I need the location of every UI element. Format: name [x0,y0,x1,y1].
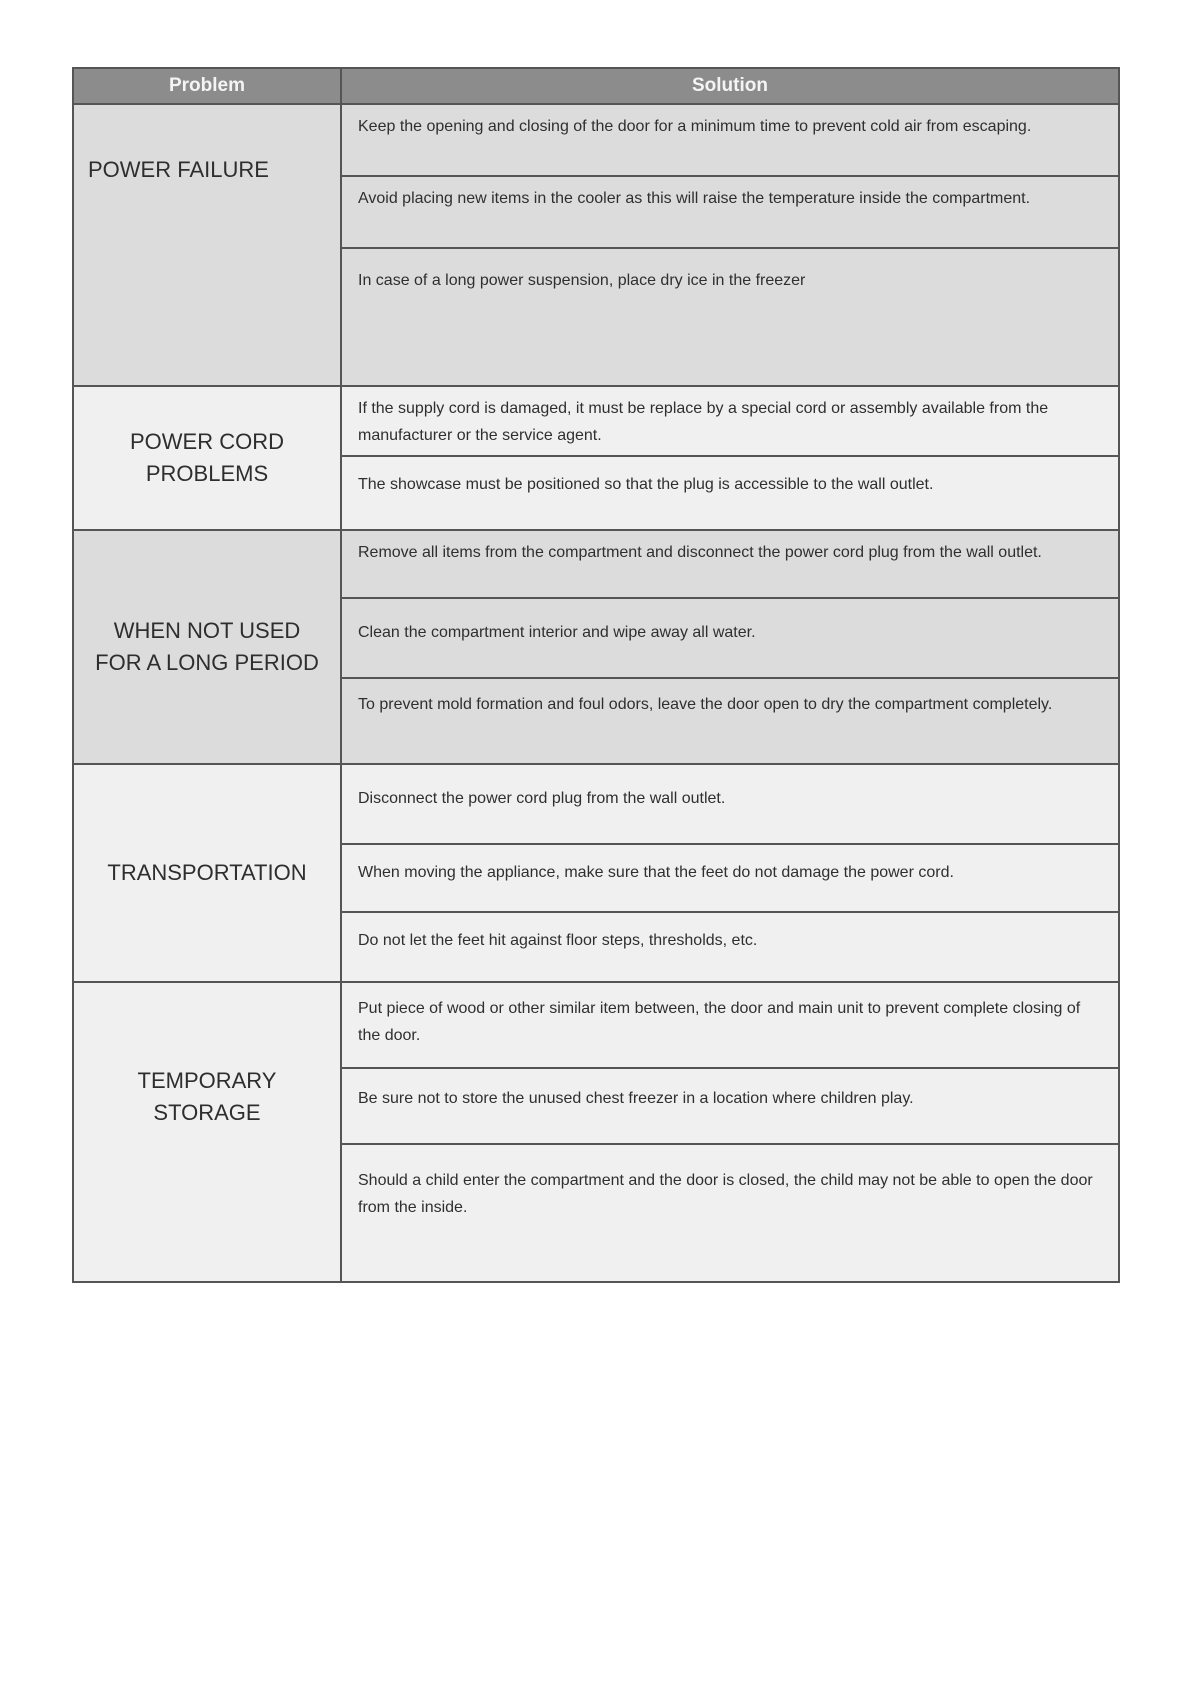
problem-cell-temporary-storage [73,982,341,1282]
problem-label: WHEN NOT USED FOR A LONG PERIOD [95,618,319,675]
solution-cell: Disconnect the power cord plug from the wall outlet. [341,764,1119,844]
table-header-row [73,68,1119,104]
problem-cell-power-failure [73,104,341,386]
solution-cell: Should a child enter the compartment and the door is closed, the child may not be able to open the door from the inside. [341,1144,1119,1282]
problem-label: TRANSPORTATION [107,860,307,885]
table-row [73,386,1119,456]
troubleshooting-table [72,67,1120,1283]
solution-cell: When moving the appliance, make sure that the feet do not damage the power cord. [341,844,1119,912]
header-solution: Solution [341,68,1119,104]
solution-cell: Put piece of wood or other similar item between, the door and main unit to prevent complete closing of the door. [341,982,1119,1068]
table-row [73,982,1119,1068]
problem-cell-transportation [73,764,341,982]
header-problem: Problem [73,68,341,104]
solution-cell: Remove all items from the compartment and disconnect the power cord plug from the wall outlet. [341,530,1119,598]
solution-cell: Be sure not to store the unused chest freezer in a location where children play. [341,1068,1119,1144]
solution-cell: Clean the compartment interior and wipe away all water. [341,598,1119,678]
solution-cell: Avoid placing new items in the cooler as this will raise the temperature inside the compartment. [341,176,1119,248]
solution-cell: The showcase must be positioned so that the plug is accessible to the wall outlet. [341,456,1119,530]
problem-label: POWER FAILURE [88,157,269,182]
table-row [73,104,1119,176]
solution-cell: In case of a long power suspension, place dry ice in the freezer [341,248,1119,386]
problem-label: TEMPORARY STORAGE [137,1068,277,1125]
problem-cell-power-cord [73,386,341,530]
solution-cell: Keep the opening and closing of the door for a minimum time to prevent cold air from escaping. [341,104,1119,176]
problem-label: POWER CORD PROBLEMS [130,429,284,486]
table-row [73,764,1119,844]
solution-cell: If the supply cord is damaged, it must be replace by a special cord or assembly available from the manufacturer or the service agent. [341,386,1119,456]
problem-cell-not-used [73,530,341,764]
solution-cell: Do not let the feet hit against floor steps, thresholds, etc. [341,912,1119,982]
solution-cell: To prevent mold formation and foul odors, leave the door open to dry the compartment completely. [341,678,1119,764]
table-row [73,530,1119,598]
